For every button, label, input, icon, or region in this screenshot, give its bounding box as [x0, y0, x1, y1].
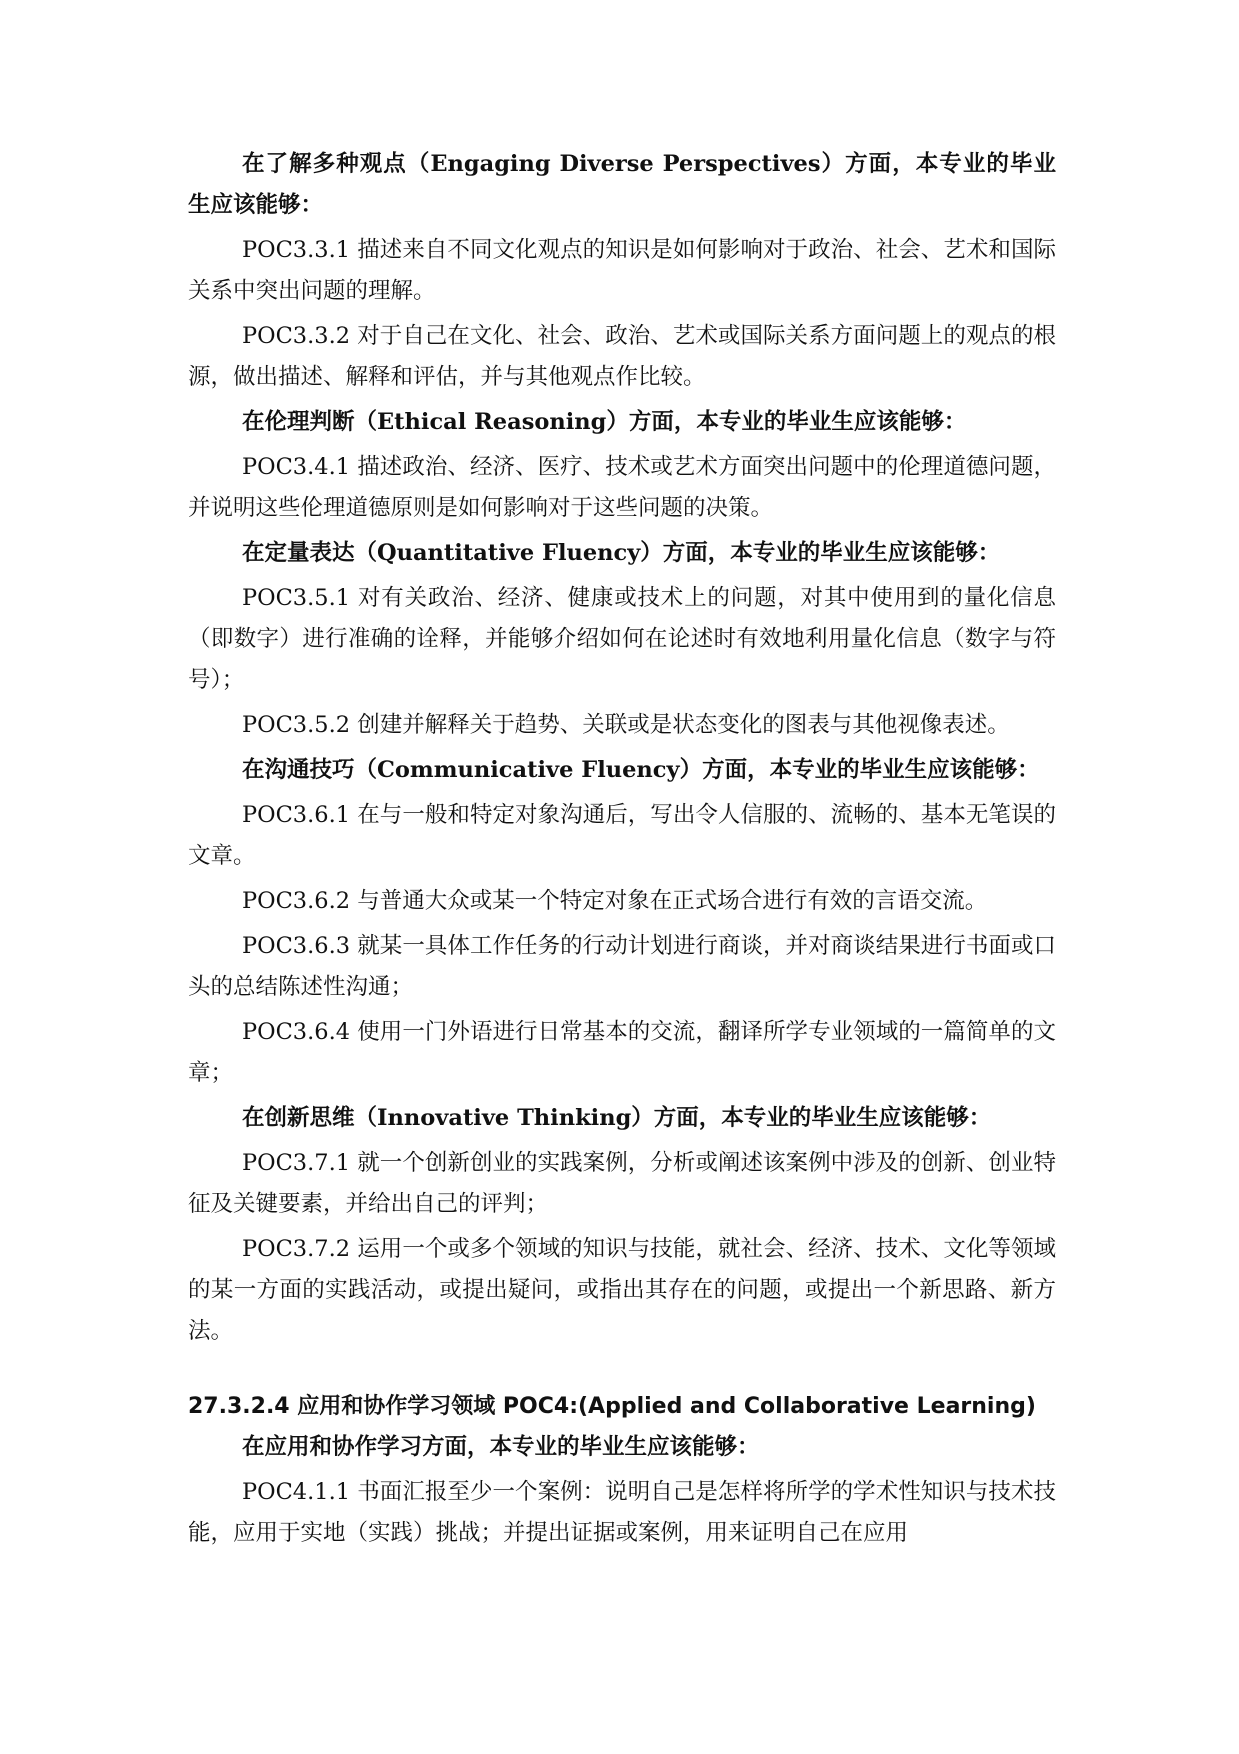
heading-engaging-diverse-perspectives: 在了解多种观点（Engaging Diverse Perspectives）方面，本专业的毕业生应该能够：	[188, 151, 1056, 218]
paragraph-poc3-7-1: POC3.7.1 就一个创新创业的实践案例，分析或阐述该案例中涉及的创新、创业特征及关键要素，并给出自己的评判；	[188, 1150, 1056, 1217]
paragraph-poc3-3-2: POC3.3.2 对于自己在文化、社会、政治、艺术或国际关系方面问题上的观点的根源，做出描述、解释和评估，并与其他观点作比较。	[188, 323, 1056, 390]
paragraph-poc3-5-1: POC3.5.1 对有关政治、经济、健康或技术上的问题，对其中使用到的量化信息（即数字）进行准确的诠释，并能够介绍如何在论述时有效地利用量化信息（数字与符号）；	[188, 585, 1056, 693]
heading-ethical-reasoning: 在伦理判断（Ethical Reasoning）方面，本专业的毕业生应该能够：	[242, 409, 967, 435]
document-body	[188, 144, 1056, 1558]
paragraph-poc3-3-1: POC3.3.1 描述来自不同文化观点的知识是如何影响对于政治、社会、艺术和国际关系中突出问题的理解。	[188, 237, 1056, 304]
paragraph-poc3-4-1: POC3.4.1 描述政治、经济、医疗、技术或艺术方面突出问题中的伦理道德问题，并说明这些伦理道德原则是如何影响对于这些问题的决策。	[188, 454, 1056, 521]
heading-quantitative-fluency: 在定量表达（Quantitative Fluency）方面，本专业的毕业生应该能够：	[242, 540, 1001, 566]
heading-communicative-fluency: 在沟通技巧（Communicative Fluency）方面，本专业的毕业生应该能够：	[242, 757, 1040, 783]
paragraph-poc3-7-2: POC3.7.2 运用一个或多个领域的知识与技能，就社会、经济、技术、文化等领域的某一方面的实践活动，或提出疑问，或指出其存在的问题，或提出一个新思路、新方法。	[188, 1236, 1056, 1344]
paragraph-poc3-6-4: POC3.6.4 使用一门外语进行日常基本的交流，翻译所学专业领域的一篇简单的文章；	[188, 1019, 1056, 1086]
paragraph-poc4-1-1: POC4.1.1 书面汇报至少一个案例：说明自己是怎样将所学的学术性知识与技术技能，应用于实地（实践）挑战；并提出证据或案例，用来证明自己在应用	[188, 1479, 1056, 1546]
heading-applied-collaborative: 在应用和协作学习方面，本专业的毕业生应该能够：	[242, 1434, 760, 1460]
paragraph-poc3-6-2: POC3.6.2 与普通大众或某一个特定对象在正式场合进行有效的言语交流。	[242, 888, 988, 914]
section-heading-27-3-2-4: 27.3.2.4 应用和协作学习领域 POC4:(Applied and Collaborative Learning)	[188, 1394, 1036, 1419]
heading-innovative-thinking: 在创新思维（Innovative Thinking）方面，本专业的毕业生应该能够：	[242, 1105, 992, 1131]
paragraph-poc3-6-3: POC3.6.3 就某一具体工作任务的行动计划进行商谈，并对商谈结果进行书面或口头的总结陈述性沟通；	[188, 933, 1056, 1000]
paragraph-poc3-6-1: POC3.6.1 在与一般和特定对象沟通后，写出令人信服的、流畅的、基本无笔误的文章。	[188, 802, 1056, 869]
paragraph-poc3-5-2: POC3.5.2 创建并解释关于趋势、关联或是状态变化的图表与其他视像表述。	[242, 712, 1010, 738]
